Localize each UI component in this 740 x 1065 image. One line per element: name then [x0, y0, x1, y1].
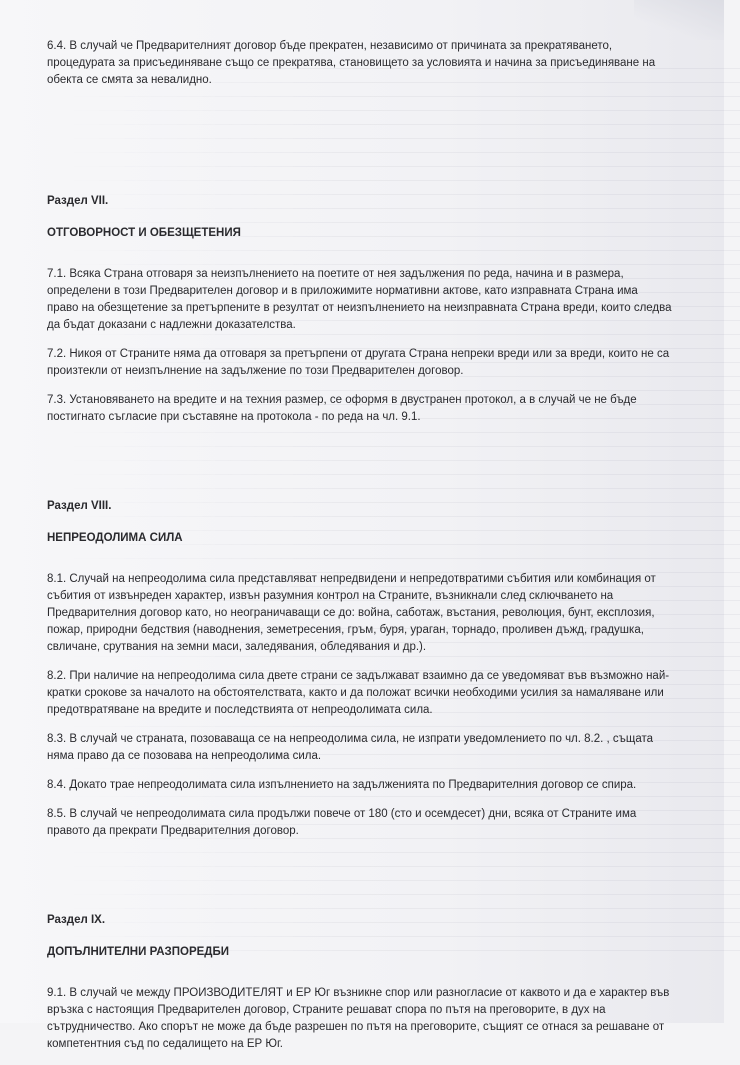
paragraph-8-1: 8.1. Случай на непреодолима сила представляват непредвидени и непредотвратими събития или комбинация от събития от извънреден характер, извън разумния контрол на Страните, възникнали след сключването на Предварителния договор като, но неограничаващи се до: война, саботаж, въстания, революция, бунт, експлозия, пожар, природни бедствия (наводнения, земетресения, гръм, буря, ураган, торнадо, проливен дъжд, градушка, свличане, срутвания на земни маси, заледявания, обледявания и др.). — [47, 573, 656, 653]
paragraph-7-2: 7.2. Никоя от Страните няма да отговаря за претърпени от другата Страна непреки вреди или за вреди, които не са произтекли от неизпълнение на задължение по този Предварителен договор. — [47, 348, 670, 377]
paragraph-8-2: 8.2. При наличие на непреодолима сила двете страни се задължават взаимно да се уведомяват във възможно най-кратки срокове за началото на обстоятелствата, както и да положат всички необходими усилия за намаляване или предотвратяване на вредите и последствията от непреодолимата сила. — [47, 670, 670, 716]
paragraph-9-1: 9.1. В случай че между ПРОИЗВОДИТЕЛЯТ и ЕР Юг възникне спор или разногласие от каквото и да е характер във връзка с настоящия Предварителен договор, Страните решават спора по пътя на преговорите, в дух на сътрудничество. Ако спорът не може да бъде разрешен по пътя на преговорите, същият се отнася за решаване от компетентния съд по седалището на ЕР Юг. — [47, 987, 670, 1050]
paragraph-8-5: 8.5. В случай че непреодолимата сила продължи повече от 180 (сто и осемдесет) дни, всяка от Страните има правото да прекрати Предварителния договор. — [47, 808, 637, 837]
paragraph-8-4: 8.4. Докато трае непреодолимата сила изпълнението на задълженията по Предварителния договор се спира. — [47, 779, 637, 791]
paragraph-7-1: 7.1. Всяка Страна отговаря за неизпълнението на поетите от нея задължения по реда, начина и в размера, определени в този Предварителен договор и в приложимите нормативни актове, като изправната Страна има право на обезщетение за претърпените в резултат от неизпълнението на неизправната Страна вреди, които следва да бъдат доказани с надлежни доказателства. — [47, 268, 672, 331]
paragraph-6-4: 6.4. В случай че Предварителният договор бъде прекратен, независимо от причината за прекратяването, процедурата за присъединяване също се прекратява, становището за условията и начина за присъединяване на обекта се смята за невалидно. — [47, 40, 656, 86]
page-corner-shadow — [634, 0, 724, 40]
paragraph-7-3: 7.3. Установяването на вредите и на техния размер, се оформя в двустранен протокол, а в случай че не бъде постигнато съгласие при съставяне на протокола - по реда на чл. 9.1. — [47, 394, 637, 423]
paragraph-8-3: 8.3. В случай че страната, позоваваща се на непреодолима сила, не изпрати уведомлението по чл. 8.2. , същата няма право да се позовава на непреодолима сила. — [47, 733, 654, 762]
section-8-title: НЕПРЕОДОЛИМА СИЛА — [47, 532, 183, 544]
section-9-title: ДОПЪЛНИТЕЛНИ РАЗПОРЕДБИ — [47, 946, 230, 958]
section-8-label: Раздел VIII. — [47, 500, 112, 512]
section-7-title: ОТГОВОРНОСТ И ОБЕЗЩЕТЕНИЯ — [47, 227, 241, 239]
section-7-label: Раздел VII. — [47, 195, 109, 207]
document-body — [47, 38, 672, 1065]
section-9-label: Раздел IX. — [47, 914, 106, 926]
